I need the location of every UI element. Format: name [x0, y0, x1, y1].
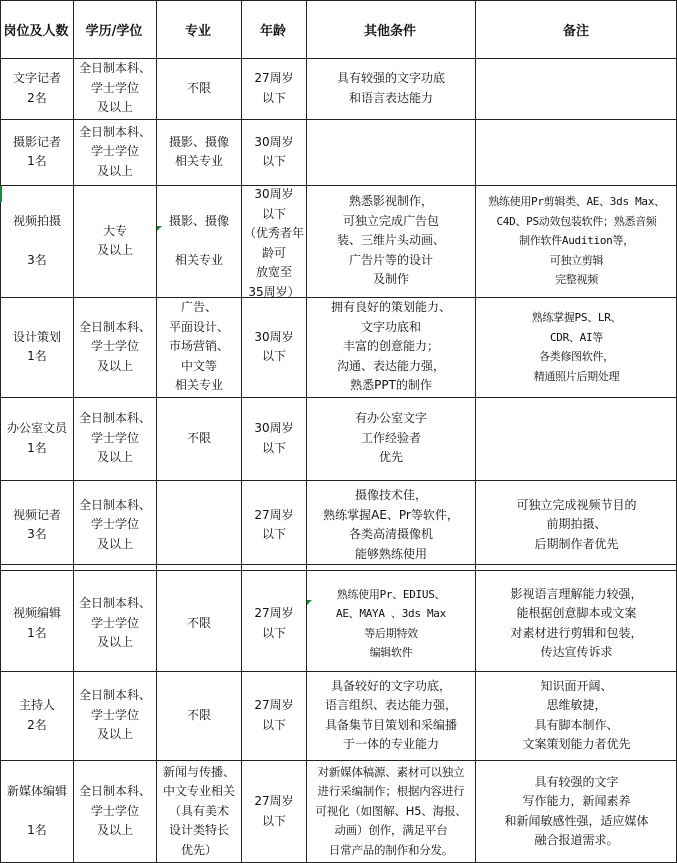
cell-line: （具有美术	[168, 803, 229, 818]
header-other: 其他条件	[363, 23, 416, 39]
cell-line: 全日制本科、	[78, 688, 151, 703]
comment-marker	[157, 226, 162, 231]
cell-line: 具备集节目策划和采编播	[324, 717, 457, 732]
cell-line: 办公室文员	[6, 421, 67, 435]
cell-major	[157, 706, 241, 726]
cell-line: 及以上	[96, 635, 133, 650]
cell-line: 学士学位	[90, 144, 139, 159]
cell-line: 沟通、表达能力强，	[336, 358, 445, 373]
cell-position	[1, 506, 73, 545]
cell-education	[74, 686, 156, 745]
cell-other	[307, 677, 475, 755]
cell-line: 1名	[27, 349, 47, 363]
cell-line: 影视语言理解能力较强，	[510, 586, 643, 601]
cell-line: 动画）创作，满足平台	[334, 823, 448, 838]
cell-line: AE、MAYA 、3ds Max	[336, 607, 446, 620]
cell-notes	[476, 308, 677, 386]
cell-line: 可独立完成视频节目的	[516, 497, 637, 512]
cell-line: 2名	[27, 717, 47, 732]
cell-line: 熟悉PPT的制作	[350, 378, 432, 393]
cell-line: 相关专业	[174, 154, 223, 168]
cell-line: 后期制作者优先	[534, 536, 619, 551]
cell-line: 能根据创意脚本或文案	[516, 606, 637, 620]
cell-line: 龄可	[261, 245, 286, 260]
cell-line: 可独立剪辑	[549, 253, 604, 267]
cell-line: 及以上	[96, 536, 133, 551]
cell-education	[74, 496, 156, 555]
cell-other	[307, 585, 475, 663]
cell-age	[242, 696, 306, 735]
cell-line: 可独立完成广告包	[342, 213, 439, 228]
cell-line: 1名	[27, 823, 47, 838]
cell-line: C4D、PS动效包装软件；熟悉音频	[496, 214, 657, 228]
cell-line: 广告、	[180, 300, 217, 315]
cell-position	[1, 782, 73, 841]
cell-line: 丰富的创意能力；	[342, 339, 439, 354]
cell-line: 以下	[261, 527, 286, 541]
cell-line: 以下	[261, 813, 286, 828]
grid-horizontal-line	[0, 480, 677, 481]
cell-line: 全日制本科、	[78, 784, 151, 799]
cell-line: 30周岁	[254, 421, 294, 435]
header-position: 岗位及人数	[3, 23, 69, 39]
cell-line: 摄影记者	[12, 134, 61, 149]
cell-line: CDR、AI等	[549, 330, 603, 344]
cell-line: 学士学位	[90, 339, 139, 354]
cell-line: 中文专业相关	[162, 784, 235, 799]
cell-line: 1名	[27, 625, 47, 640]
cell-line: 及以上	[96, 100, 133, 115]
cell-position	[1, 69, 73, 108]
cell-line: 熟练掌握PS、LR、	[531, 311, 622, 324]
cell-position	[1, 133, 73, 172]
cell-line: 思维敏捷，	[546, 698, 607, 712]
cell-line: 能够熟练使用	[354, 546, 427, 561]
cell-notes	[476, 773, 677, 851]
cell-position	[1, 604, 73, 643]
cell-line: 工作经验者	[360, 430, 421, 445]
cell-line: 熟练使用Pr、EDIUS、	[336, 587, 446, 601]
cell-line: 35周岁）	[248, 284, 300, 299]
cell-line: 2名	[27, 90, 47, 105]
cell-line: 全日制本科、	[78, 61, 151, 76]
grid-horizontal-line	[0, 760, 677, 761]
cell-line: 有办公室文字	[354, 411, 427, 426]
cell-line: 不限	[186, 707, 211, 722]
cell-line: 以下	[261, 717, 286, 732]
cell-line: 及以上	[96, 823, 133, 838]
cell-line	[1, 802, 73, 822]
cell-line: 全日制本科、	[78, 124, 151, 139]
grid-horizontal-line	[0, 397, 677, 398]
cell-line	[1, 231, 73, 251]
cell-line: 熟练使用Pr剪辑类、AE、3ds Max、	[488, 195, 665, 209]
cell-line: （优秀者年	[243, 226, 304, 240]
cell-line: 编辑软件	[369, 646, 413, 659]
grid-horizontal-line	[0, 564, 677, 565]
cell-line: 以下	[261, 154, 286, 168]
cell-line: 视频记者	[12, 507, 61, 522]
cell-line: 装、三维片头动画、	[336, 233, 445, 248]
cell-education	[74, 409, 156, 468]
header-notes: 备注	[562, 23, 589, 39]
cell-other	[307, 486, 475, 564]
cell-line: 全日制本科、	[78, 596, 151, 611]
cell-age	[242, 328, 306, 367]
header-age: 年龄	[259, 23, 286, 39]
cell-education	[74, 318, 156, 377]
cell-position	[1, 212, 73, 271]
cell-line: 及以上	[96, 358, 133, 373]
cell-major	[157, 763, 241, 861]
grid-horizontal-line	[0, 185, 677, 186]
cell-major	[157, 79, 241, 99]
cell-line: 以下	[261, 349, 286, 363]
cell-age	[242, 604, 306, 643]
cell-line: 不限	[186, 80, 211, 95]
cell-line: 以下	[261, 90, 286, 105]
cell-line: 1名	[27, 154, 47, 168]
cell-notes	[476, 496, 677, 555]
cell-line: 视频编辑	[12, 606, 61, 620]
cell-line: 进行采编制作；根据内容进行	[317, 784, 465, 799]
cell-line: 融合报道需求。	[534, 833, 619, 847]
cell-line: 27周岁	[254, 794, 294, 808]
cell-line: 具有较强的文字	[534, 774, 619, 789]
cell-other	[307, 763, 475, 861]
cell-line: 学士学位	[90, 803, 139, 818]
cell-line: 及以上	[96, 450, 133, 465]
comment-marker	[0, 186, 2, 202]
cell-line: 文案策划能力者优先	[522, 737, 631, 751]
cell-line: 27周岁	[254, 71, 294, 85]
cell-line: 文字记者	[12, 71, 61, 85]
cell-other	[307, 409, 475, 468]
cell-line: 各类高清摄像机	[348, 527, 433, 541]
cell-age	[242, 792, 306, 831]
cell-line: 精通照片后期处理	[533, 369, 620, 383]
cell-line: 具备较好的文字功底，	[330, 678, 451, 693]
cell-education	[74, 123, 156, 182]
cell-line: 3名	[27, 527, 47, 541]
cell-major	[157, 212, 241, 271]
cell-line: 语言组织、表达能力强，	[324, 698, 457, 712]
cell-line: 可视化（如图解、H5、海报、	[315, 803, 467, 818]
cell-line: 及以上	[96, 163, 133, 178]
cell-other	[307, 69, 475, 108]
cell-education	[74, 594, 156, 653]
cell-other	[307, 298, 475, 396]
cell-line: 学士学位	[90, 707, 139, 722]
cell-line: 学士学位	[90, 430, 139, 445]
cell-line: 熟悉影视制作，	[348, 194, 433, 209]
cell-line: 3名	[27, 252, 47, 267]
cell-line: 设计类特长	[168, 823, 229, 838]
grid-horizontal-line	[0, 119, 677, 120]
comment-marker	[307, 600, 312, 605]
cell-education	[74, 782, 156, 841]
cell-line: 1名	[27, 440, 47, 455]
grid-horizontal-line	[0, 671, 677, 672]
cell-line: 具有较强的文字功底	[336, 71, 445, 85]
cell-line: 主持人	[18, 698, 55, 712]
cell-line: 30周岁	[254, 187, 294, 201]
cell-line: 对新媒体稿源、素材可以独立	[317, 764, 465, 779]
cell-line: 相关专业	[174, 252, 223, 267]
cell-line: 30周岁	[254, 134, 294, 149]
cell-notes	[476, 677, 677, 755]
cell-line: 30周岁	[254, 329, 294, 344]
cell-line: 视频拍摄	[12, 213, 61, 228]
cell-line: 学士学位	[90, 615, 139, 630]
cell-notes	[476, 585, 677, 663]
cell-line: 及以上	[96, 243, 133, 257]
cell-line: 于一体的专业能力	[342, 737, 439, 751]
cell-line: 平面设计、	[168, 319, 229, 334]
cell-line: 新媒体编辑	[6, 784, 67, 799]
cell-line: 学士学位	[90, 80, 139, 95]
cell-line: 放宽至	[255, 265, 292, 279]
cell-line: 27周岁	[254, 698, 294, 712]
cell-line: 拥有良好的策划能力、	[330, 300, 451, 315]
header-major: 专业	[184, 23, 211, 39]
cell-line: 写作能力，新闻素养	[522, 794, 631, 808]
grid-horizontal-line	[0, 570, 677, 571]
cell-line: 优先	[378, 450, 403, 465]
cell-line: 等后期特效	[364, 626, 418, 640]
cell-line: 中文等	[180, 358, 217, 373]
cell-other	[307, 192, 475, 290]
cell-line: 完整视频	[555, 273, 598, 287]
cell-position	[1, 419, 73, 458]
cell-line	[157, 231, 241, 251]
cell-major	[157, 298, 241, 396]
cell-line: 知识面开阔、	[540, 678, 613, 693]
cell-line: 全日制本科、	[78, 319, 151, 334]
cell-line: 27周岁	[254, 507, 294, 522]
header-education: 学历/学位	[85, 23, 143, 39]
cell-notes	[476, 192, 677, 290]
cell-age	[242, 185, 306, 302]
cell-line: 各类修图软件，	[539, 350, 614, 363]
cell-line: 相关专业	[174, 378, 223, 393]
cell-line: 不限	[186, 615, 211, 630]
cell-line: 制作软件Audition等，	[519, 234, 634, 248]
cell-line: 学士学位	[90, 517, 139, 532]
grid-horizontal-line	[0, 0, 677, 1]
cell-line: 不限	[186, 430, 211, 445]
cell-line: 摄像技术佳，	[354, 488, 427, 502]
cell-line: 27周岁	[254, 606, 294, 620]
cell-line: 市场营销、	[168, 339, 229, 354]
cell-position	[1, 328, 73, 367]
cell-age	[242, 419, 306, 458]
cell-line: 新闻与传播、	[162, 764, 235, 779]
cell-line: 文字功底和	[360, 319, 421, 334]
cell-line: 大专	[102, 223, 127, 238]
cell-line: 具有脚本制作、	[534, 717, 619, 732]
cell-age	[242, 133, 306, 172]
cell-line: 全日制本科、	[78, 497, 151, 512]
cell-line: 摄影、摄像	[168, 134, 229, 149]
cell-line: 摄影、摄像	[168, 213, 229, 228]
cell-line: 及以上	[96, 727, 133, 742]
cell-major	[157, 133, 241, 172]
cell-line: 优先）	[180, 842, 217, 857]
cell-line: 以下	[261, 206, 286, 221]
cell-line: 及制作	[372, 272, 409, 287]
cell-major	[157, 429, 241, 449]
cell-line: 日常产品的制作和分发。	[328, 842, 454, 857]
cell-education	[74, 59, 156, 118]
cell-line: 对素材进行剪辑和包装，	[510, 625, 643, 640]
cell-line: 传达宣传诉求	[540, 645, 613, 659]
cell-line: 前期拍摄、	[546, 517, 607, 532]
cell-line: 熟练掌握AE、Pr等软件，	[323, 507, 459, 522]
cell-line: 和新闻敏感性强，适应媒体	[504, 813, 649, 828]
cell-line: 以下	[261, 625, 286, 640]
cell-position	[1, 696, 73, 735]
cell-line: 全日制本科、	[78, 411, 151, 426]
cell-line: 和语言表达能力	[348, 90, 433, 105]
cell-education	[74, 222, 156, 261]
cell-age	[242, 506, 306, 545]
cell-line: 设计策划	[12, 329, 61, 344]
cell-age	[242, 69, 306, 108]
cell-line: 广告片等的设计	[348, 252, 433, 267]
cell-line: 以下	[261, 440, 286, 455]
cell-major	[157, 614, 241, 634]
